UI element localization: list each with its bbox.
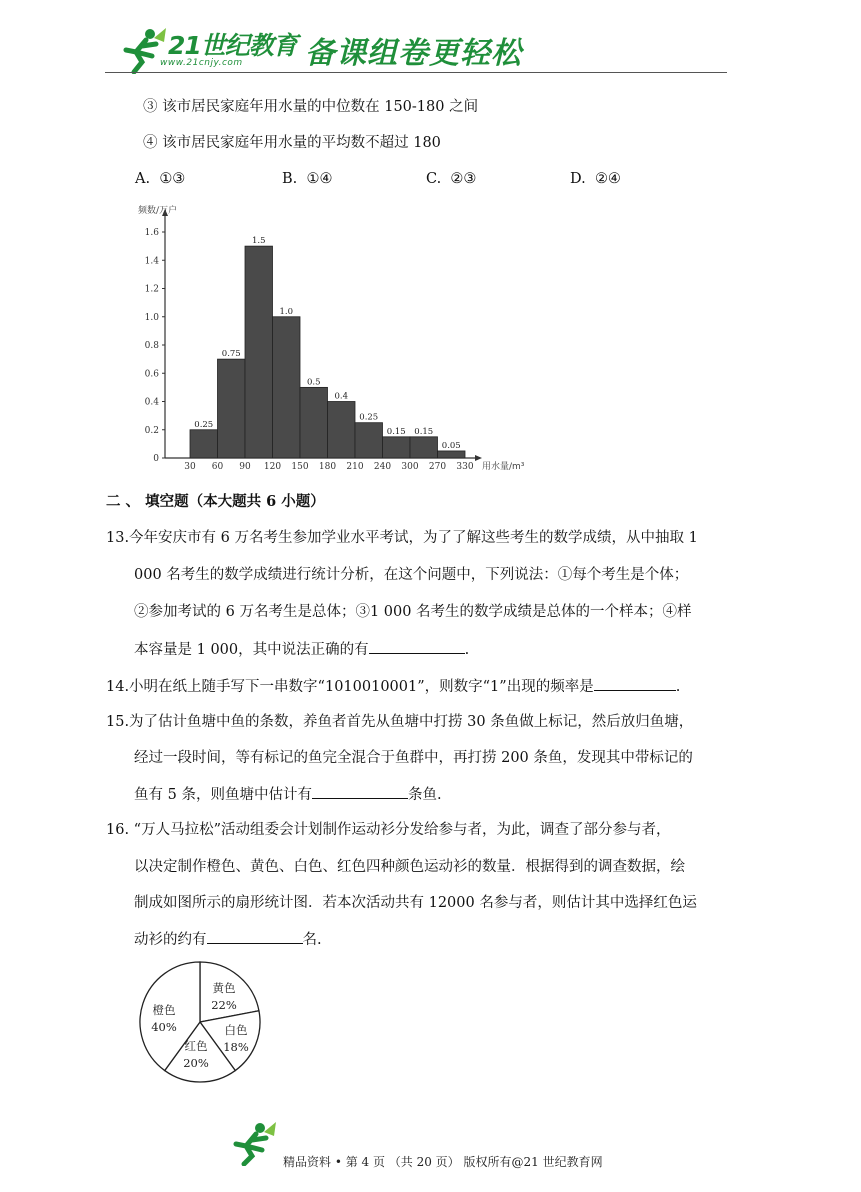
statement-3: ③ 该市居民家庭年用水量的中位数在 150-180 之间 bbox=[143, 99, 479, 115]
q15-line3 bbox=[134, 784, 442, 805]
bar-value-label: 0.25 bbox=[359, 412, 379, 423]
q13-text: 本容量是 1 000，其中说法正确的有 bbox=[134, 642, 369, 658]
x-tick-label: 150 bbox=[291, 462, 309, 472]
q13-period: . bbox=[464, 642, 470, 658]
choice-letter: B. bbox=[282, 171, 298, 187]
q16-answer-blank[interactable] bbox=[207, 929, 303, 944]
choice-value: ①③ bbox=[159, 171, 186, 187]
bar-value-label: 0.5 bbox=[306, 377, 321, 388]
q16-line4 bbox=[134, 929, 322, 950]
q14-answer-blank[interactable] bbox=[594, 676, 676, 691]
choice-letter: C. bbox=[426, 171, 442, 187]
histogram-bar bbox=[273, 317, 301, 458]
x-tick-label: 210 bbox=[346, 462, 364, 472]
y-tick-label: 0.2 bbox=[144, 425, 159, 436]
choice-d bbox=[570, 169, 621, 189]
y-axis-label: 频数/万户 bbox=[138, 206, 178, 216]
histogram-bar bbox=[245, 246, 273, 458]
x-tick-label: 240 bbox=[373, 462, 392, 472]
pie-slice-label: 红色 bbox=[184, 1039, 208, 1053]
x-tick-label: 30 bbox=[184, 462, 196, 472]
y-tick-label: 0 bbox=[153, 454, 159, 464]
histogram-bar bbox=[218, 359, 246, 458]
y-tick-label: 1.4 bbox=[144, 256, 159, 267]
histogram-bar bbox=[190, 430, 218, 458]
histogram-bar bbox=[300, 387, 328, 458]
q13-answer-blank[interactable] bbox=[369, 639, 465, 654]
q16-text: 动衫的约有 bbox=[134, 932, 207, 948]
y-tick-label: 0.4 bbox=[144, 397, 159, 408]
q13-line2: 000 名考生的数学成绩进行统计分析，在这个问题中，下列说法：①每个考生是个体； bbox=[134, 567, 689, 583]
q15-answer-blank[interactable] bbox=[312, 784, 408, 799]
x-tick-label: 60 bbox=[211, 462, 224, 472]
q15-suffix: 条鱼. bbox=[407, 787, 442, 803]
header-divider bbox=[105, 72, 727, 73]
histogram-bar bbox=[438, 451, 466, 458]
brand-slogan: 备课组卷更轻松 bbox=[305, 36, 522, 71]
bar-value-label: 0.15 bbox=[386, 426, 406, 437]
q14-line bbox=[106, 676, 680, 697]
x-axis-label: 用水量/m³ bbox=[482, 462, 525, 472]
y-tick-label: 1.2 bbox=[144, 284, 159, 295]
pie-slice-label: 黄色 bbox=[212, 981, 236, 995]
y-tick-label: 0.8 bbox=[144, 341, 159, 351]
choice-a bbox=[135, 169, 185, 189]
q16-suffix: 名. bbox=[302, 932, 322, 948]
q13-line3: ②参加考试的 6 万名考生是总体；③1 000 名考生的数学成绩是总体的一个样本；④样 bbox=[134, 604, 692, 620]
choice-value: ②④ bbox=[594, 171, 621, 187]
pie-slice-percent: 40% bbox=[151, 1020, 177, 1034]
histogram-bar bbox=[355, 423, 383, 458]
bar-value-label: 0.4 bbox=[334, 391, 349, 402]
x-tick-label: 330 bbox=[456, 462, 474, 472]
brand-url: www.21cnjy.com bbox=[160, 58, 243, 68]
pie-slice-percent: 18% bbox=[223, 1040, 249, 1054]
pie-slice-percent: 22% bbox=[211, 998, 237, 1012]
runner-logo-icon bbox=[222, 1120, 280, 1166]
section-heading: 二 、 填空题（本大题共 6 小题） bbox=[106, 493, 325, 510]
shirt-color-pie-chart bbox=[134, 960, 266, 1084]
x-tick-label: 270 bbox=[428, 462, 447, 472]
y-tick-label: 1.6 bbox=[144, 228, 159, 238]
choice-letter: A. bbox=[135, 171, 151, 187]
histogram-bar bbox=[410, 437, 438, 458]
q16-line1: 16. “万人马拉松”活动组委会计划制作运动衫分发给参与者，为此，调查了部分参与者， bbox=[106, 822, 671, 838]
pie-slice-label: 白色 bbox=[224, 1023, 248, 1037]
q15-line2: 经过一段时间，等有标记的鱼完全混合于鱼群中，再打捞 200 条鱼，发现其中带标记的 bbox=[134, 750, 693, 766]
q16-line2: 以决定制作橙色、黄色、白色、红色四种颜色运动衫的数量．根据得到的调查数据，绘 bbox=[134, 859, 685, 875]
x-tick-label: 300 bbox=[401, 462, 419, 472]
q16-line3: 制成如图所示的扇形统计图．若本次活动共有 12000 名参与者，则估计其中选择红色运 bbox=[134, 895, 697, 911]
histogram-bar bbox=[328, 402, 356, 459]
bar-value-label: 1.5 bbox=[251, 236, 266, 247]
x-axis-arrow bbox=[475, 455, 482, 461]
brand-name: 21世纪教育 bbox=[168, 31, 297, 60]
y-tick-label: 0.6 bbox=[144, 369, 159, 380]
histogram-bar bbox=[383, 437, 411, 458]
pie-slice-percent: 20% bbox=[183, 1056, 209, 1070]
x-tick-label: 180 bbox=[318, 462, 337, 472]
y-tick-label: 1.0 bbox=[144, 312, 159, 323]
choice-c bbox=[426, 169, 476, 189]
bar-value-label: 1.0 bbox=[279, 306, 294, 317]
choice-value: ①④ bbox=[306, 171, 333, 187]
q13-line1: 13.今年安庆市有 6 万名考生参加学业水平考试，为了了解这些考生的数学成绩，从中抽取 1 bbox=[106, 530, 698, 546]
statement-4: ④ 该市居民家庭年用水量的平均数不超过 180 bbox=[143, 135, 441, 151]
q13-line4 bbox=[134, 639, 469, 660]
bar-value-label: 0.25 bbox=[194, 419, 214, 430]
choice-letter: D. bbox=[570, 171, 586, 187]
water-usage-histogram bbox=[130, 200, 540, 475]
q14-period: . bbox=[675, 679, 681, 695]
footer-text: 精品资料 • 第 4 页 （共 20 页） 版权所有@21 世纪教育网 bbox=[283, 1155, 603, 1169]
q15-text: 鱼有 5 条，则鱼塘中估计有 bbox=[134, 787, 312, 803]
bar-value-label: 0.05 bbox=[441, 440, 461, 451]
q14-text: 14.小明在纸上随手写下一串数字“1010010001”，则数字“1”出现的频率是 bbox=[106, 679, 594, 695]
choice-b bbox=[282, 169, 332, 189]
bar-value-label: 0.75 bbox=[221, 349, 241, 360]
q15-line1: 15.为了估计鱼塘中鱼的条数，养鱼者首先从鱼塘中打捞 30 条鱼做上标记，然后放归鱼塘， bbox=[106, 714, 694, 730]
x-tick-label: 120 bbox=[263, 462, 282, 472]
x-tick-label: 90 bbox=[239, 462, 251, 472]
bar-value-label: 0.15 bbox=[414, 426, 434, 437]
choice-value: ②③ bbox=[450, 171, 477, 187]
pie-slice-label: 橙色 bbox=[152, 1003, 176, 1017]
